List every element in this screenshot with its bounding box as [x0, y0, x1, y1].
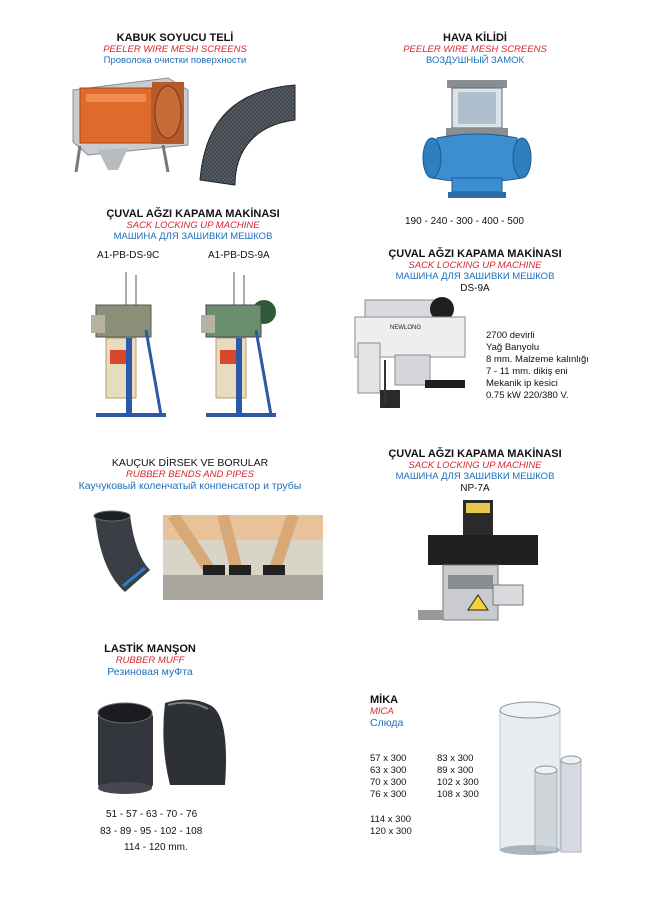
- spec-line: 8 mm. Malzeme kalınlığı: [486, 354, 589, 365]
- muff-sizes-line-3: 114 - 120 mm.: [124, 842, 188, 853]
- sack2-title: ÇUVAL AĞZI KAPAMA MAKİNASI: [388, 248, 562, 260]
- sack-machine-9c-image: [86, 270, 176, 425]
- sack2-title-en: SACK LOCKING UP MACHINE: [408, 260, 542, 271]
- sack2-section: [360, 248, 590, 294]
- spec-line: Yağ Banyolu: [486, 342, 540, 353]
- muff-title-ru: Резиновая муФта: [107, 666, 193, 678]
- sack3-title: ÇUVAL AĞZI KAPAMA MAKİNASI: [388, 448, 562, 460]
- spec-line: 0.75 kW 220/380 V.: [486, 390, 569, 401]
- muff-section: [50, 643, 250, 678]
- rubber-muff-image: [90, 695, 240, 795]
- mica-size: 114 x 300: [370, 814, 412, 825]
- airlock-section: [360, 32, 590, 66]
- sack3-model: NP-7A: [460, 483, 490, 494]
- mica-sizes-col-2: [437, 753, 479, 801]
- brand-label: NEWLONG: [390, 325, 422, 331]
- sack3-title-en: SACK LOCKING UP MACHINE: [408, 460, 542, 471]
- sack1-model-a: A1-PB-DS-9C: [97, 250, 160, 261]
- rubber-pipes-image: [163, 515, 323, 600]
- mica-tubes-image: [495, 700, 590, 855]
- airlock-title-en: PEELER WIRE MESH SCREENS: [403, 44, 547, 55]
- np7a-machine-image: [408, 495, 548, 635]
- peeler-machine-image: [68, 70, 193, 175]
- ds9a-machine-image: [340, 295, 480, 415]
- mica-size: 83 x 300: [437, 753, 474, 764]
- mica-size: 120 x 300: [370, 826, 412, 837]
- mica-size: 102 x 300: [437, 777, 479, 788]
- airlock-title-ru: ВОЗДУШНЫЙ ЗАМОК: [425, 55, 525, 66]
- spec-line: 7 - 11 mm. dikiş eni: [486, 366, 568, 377]
- rubber-bend-image: [75, 510, 155, 595]
- rubber-title-ru: Каучуковый коленчатый конпенсатор и трубы: [78, 480, 302, 492]
- peeler-title-en: PEELER WIRE MESH SCREENS: [103, 44, 247, 55]
- mica-size: 89 x 300: [437, 765, 474, 776]
- muff-title-en: RUBBER MUFF: [115, 655, 185, 666]
- peeler-title: KABUK SOYUCU TELİ: [116, 32, 234, 44]
- sack1-title-ru: МАШИНА ДЛЯ ЗАШИВКИ МЕШКОВ: [113, 231, 273, 242]
- mica-size: 76 x 300: [370, 789, 407, 800]
- sack3-title-ru: МАШИНА ДЛЯ ЗАШИВКИ МЕШКОВ: [395, 471, 555, 482]
- peeler-title-ru: Проволока очистки поверхности: [103, 55, 247, 66]
- wire-mesh-image: [195, 80, 300, 190]
- ds9a-specs: [486, 330, 589, 402]
- peeler-section: [60, 32, 290, 66]
- sack2-model: DS-9A: [460, 283, 490, 294]
- mica-size: 108 x 300: [437, 789, 479, 800]
- rubber-title-en: RUBBER BENDS AND PIPES: [126, 469, 254, 480]
- muff-title: LASTİK MANŞON: [104, 643, 196, 655]
- sack2-title-ru: МАШИНА ДЛЯ ЗАШИВКИ МЕШКОВ: [395, 271, 555, 282]
- muff-sizes-line-2: 83 - 89 - 95 - 102 - 108: [100, 826, 203, 837]
- mica-size: 70 x 300: [370, 777, 407, 788]
- mica-sizes-extra: [370, 814, 412, 838]
- mica-title: MİKA: [370, 694, 399, 706]
- spec-line: Mekanik ip kesici: [486, 378, 558, 389]
- sack1-model-b: A1-PB-DS-9A: [208, 250, 270, 261]
- airlock-image: [422, 78, 532, 203]
- mica-size: 57 x 300: [370, 753, 407, 764]
- spec-line: 2700 devirli: [486, 330, 535, 341]
- mica-sizes-col-1: [370, 753, 406, 801]
- muff-sizes-line-1: 51 - 57 - 63 - 70 - 76: [106, 809, 198, 820]
- airlock-title: HAVA KİLİDİ: [443, 32, 507, 44]
- sack1-title-en: SACK LOCKING UP MACHINE: [126, 220, 260, 231]
- mica-section: [370, 694, 403, 729]
- mica-title-ru: Слюда: [370, 717, 404, 729]
- sack3-section: [360, 448, 590, 494]
- mica-title-en: MICA: [370, 706, 394, 717]
- sack1-section: [78, 208, 308, 242]
- sack1-title: ÇUVAL AĞZI KAPAMA MAKİNASI: [106, 208, 280, 220]
- airlock-sizes: 190 - 240 - 300 - 400 - 500: [405, 216, 524, 227]
- sack-machine-9a-image: [196, 270, 286, 425]
- mica-size: 63 x 300: [370, 765, 407, 776]
- rubber-section: [60, 457, 320, 492]
- rubber-title: KAUÇUK DİRSEK VE BORULAR: [111, 457, 269, 469]
